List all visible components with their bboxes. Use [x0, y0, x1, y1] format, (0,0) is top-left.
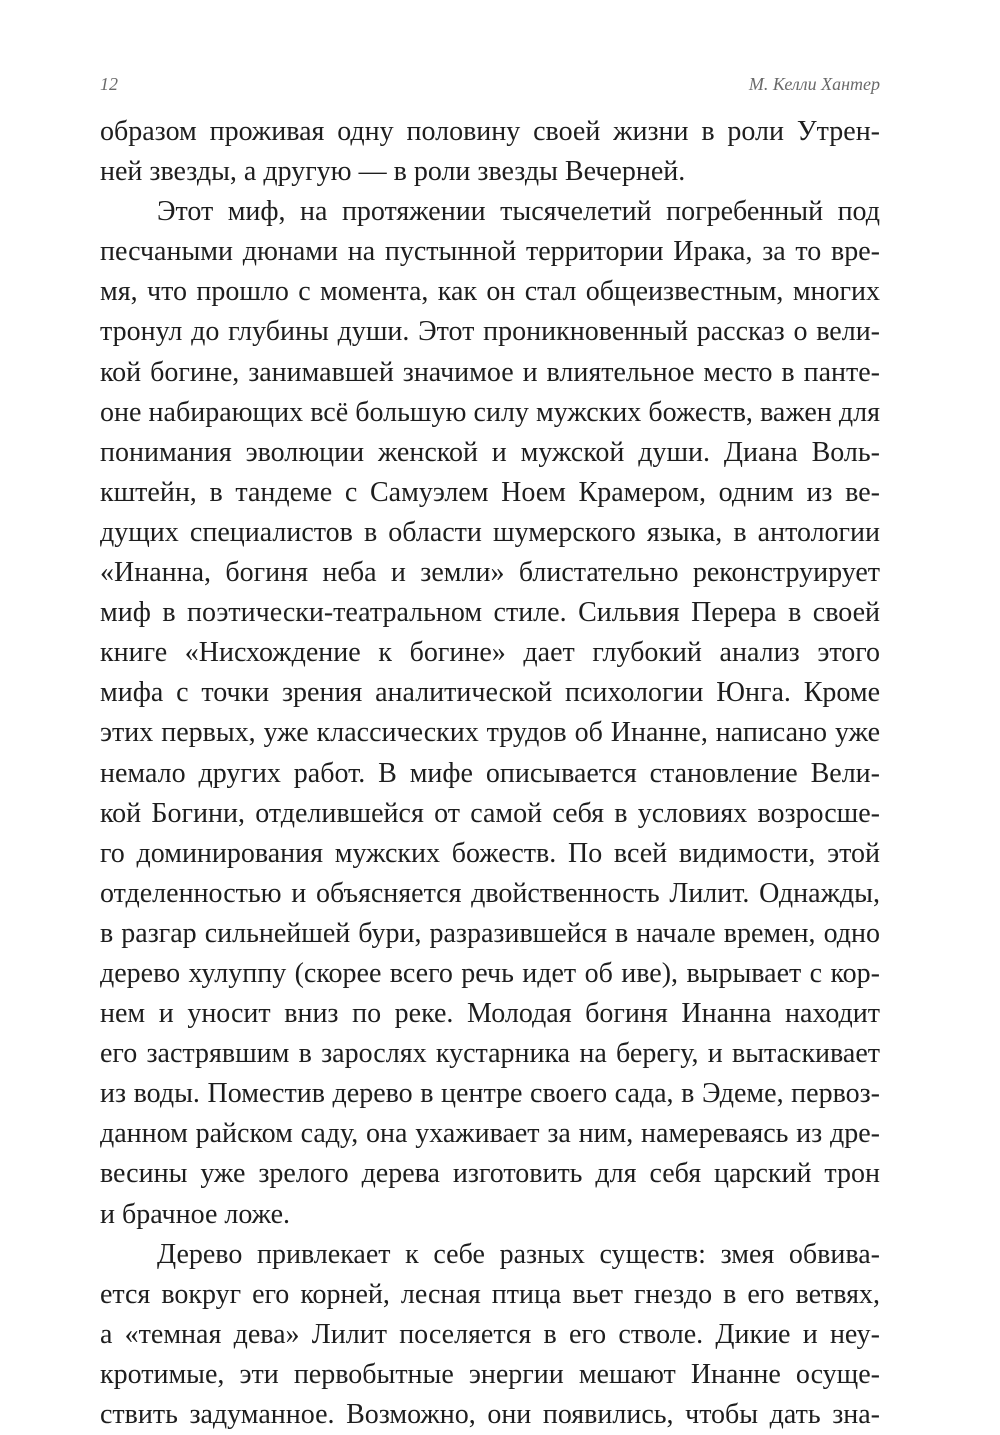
body-text [100, 112, 880, 1435]
text-line: кой богине, занимавшей значимое и влиятельное место в панте- [100, 356, 880, 388]
text-line: кштейн, в тандеме с Самуэлем Ноем Крамером, одним из ве- [100, 476, 880, 508]
running-title: М. Келли Хантер [748, 74, 880, 94]
text-line: песчаными дюнами на пустынной территории Ирака, за то вре- [100, 236, 880, 268]
text-line: мифа с точки зрения аналитической психологии Юнга. Кроме [100, 677, 880, 709]
text-line: дущих специалистов в области шумерского языка, в антологии [100, 516, 880, 548]
text-line: и брачное ложе. [100, 1198, 291, 1230]
text-line: его застрявшим в зарослях кустарника на берегу, и вытаскивает [100, 1038, 880, 1070]
text-line: книге «Нисхождение к богине» дает глубокий анализ этого [100, 637, 880, 669]
text-line: Этот миф, на протяжении тысячелетий погребенный под [157, 196, 880, 228]
running-header [100, 74, 880, 100]
text-line: мя, что прошло с момента, как он стал общеизвестным, многих [100, 276, 880, 308]
paragraph [100, 192, 880, 1234]
text-line: данном райском саду, она ухаживает за ним, намереваясь из дре- [100, 1118, 880, 1150]
text-line: миф в поэтически-театральном стиле. Сильвия Перера в своей [100, 597, 880, 629]
text-line: понимания эволюции женской и мужской души. Диана Воль- [100, 436, 880, 468]
text-line: ется вокруг его корней, лесная птица вьет гнездо в его ветвях, [100, 1278, 880, 1310]
paragraph [100, 112, 880, 192]
text-line: кротимые, эти первобытные энергии мешают Инанне осуще- [100, 1358, 880, 1390]
text-line: го доминирования мужских божеств. По всей видимости, этой [100, 837, 880, 869]
text-line: оне набирающих всё большую силу мужских божеств, важен для [100, 396, 880, 428]
text-line: ней звезды, а другую — в роли звезды Вечерней. [100, 156, 686, 188]
text-line: этих первых, уже классических трудов об Инанне, написано уже [100, 717, 880, 749]
text-line: отделенностью и объясняется двойственность Лилит. Однажды, [100, 877, 880, 909]
paragraph [100, 1235, 880, 1435]
text-line: образом проживая одну половину своей жизни в роли Утрен- [100, 116, 880, 147]
text-line: ствить задуманное. Возможно, они появились, чтобы дать зна- [100, 1399, 880, 1430]
text-line: нем и уносит вниз по реке. Молодая богиня Инанна находит [100, 998, 880, 1030]
text-line: «Инанна, богиня неба и земли» блистательно реконструирует [100, 557, 880, 589]
text-line: из воды. Поместив дерево в центре своего сада, в Эдеме, первоз- [100, 1078, 880, 1110]
text-line: кой Богини, отделившейся от самой себя в условиях возросше- [100, 797, 880, 829]
text-line: весины уже зрелого дерева изготовить для себя царский трон [100, 1158, 880, 1190]
text-line: тронул до глубины души. Этот проникновенный рассказ о вели- [100, 316, 880, 348]
text-line: а «темная дева» Лилит поселяется в его стволе. Дикие и неу- [100, 1318, 880, 1350]
text-line: в разгар сильнейшей бури, разразившейся в начале времен, одно [100, 917, 880, 949]
text-line: немало других работ. В мифе описывается становление Вели- [100, 757, 880, 789]
text-line: Дерево привлекает к себе разных существ: змея обвива- [157, 1238, 880, 1270]
text-line: дерево хулуппу (скорее всего речь идет об иве), вырывает с кор- [100, 957, 880, 989]
page-number: 12 [100, 74, 118, 94]
